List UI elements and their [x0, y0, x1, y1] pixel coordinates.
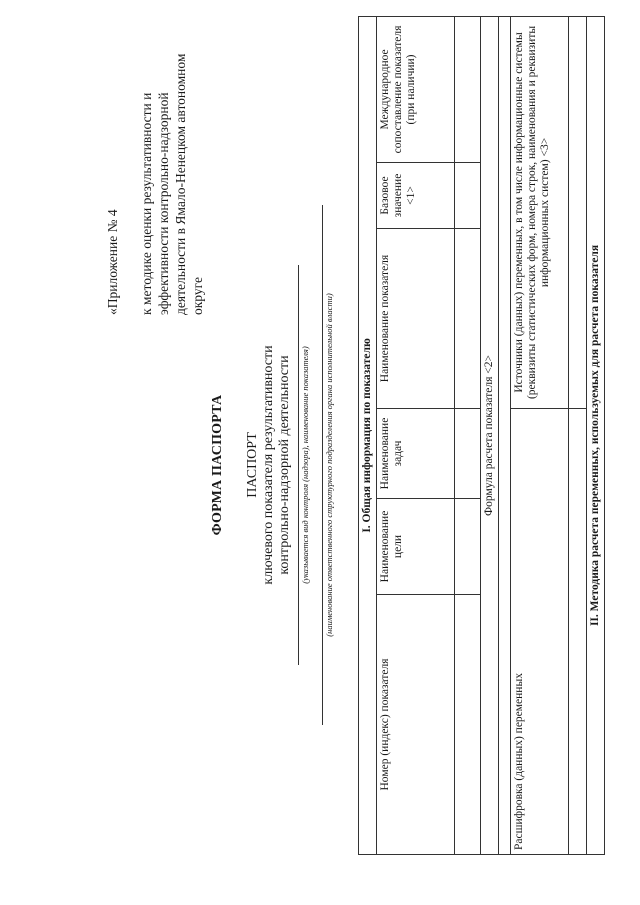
empty-cell: [455, 409, 481, 499]
passport-table: [358, 16, 605, 855]
empty-cell: [455, 163, 481, 229]
passport-heading: ПАСПОРТ: [245, 432, 260, 498]
control-type-line: [298, 265, 299, 665]
empty-cell: [569, 16, 587, 408]
passport-line-2: контрольно-надзорной деятельности: [277, 355, 292, 575]
col-indicator-header: Наименование показателя: [377, 229, 455, 409]
empty-cell: [455, 595, 481, 855]
passport-heading-block: [245, 185, 293, 745]
col-international-header: Международное сопоставление показателя (при наличии): [377, 16, 455, 162]
decoding-header: Расшифровка (данных) переменных: [511, 409, 569, 855]
col-base-value-header: Базовое значение <1>: [377, 163, 455, 229]
appendix-number: «Приложение № 4: [105, 209, 120, 315]
formula-value-row: [499, 16, 511, 854]
unit-name-field: [322, 155, 335, 775]
unit-name-line: [322, 205, 323, 725]
empty-cell: [455, 499, 481, 595]
section-2-title: II. Методика расчета переменных, используемых для расчета показателя: [587, 16, 605, 854]
empty-cell: [455, 229, 481, 409]
unit-name-caption: (наименование ответственного структурного подразделения органа исполнительной власти): [324, 293, 334, 637]
empty-cell: [455, 16, 481, 162]
sources-header: Источники (данных) переменных, в том числе информационные системы (реквизиты статистических форм, номера строк, наименования и реквизиты информационных систем) <3>: [511, 16, 569, 408]
passport-line-1: ключевого показателя результативности: [261, 345, 276, 585]
section-1-title: I. Общая информация по показателю: [359, 16, 377, 854]
form-title: ФОРМА ПАСПОРТА: [210, 394, 225, 536]
empty-cell: [569, 409, 587, 855]
col-tasks-header: Наименование задач: [377, 409, 455, 499]
formula-row: Формула расчета показателя <2>: [481, 16, 499, 854]
appendix-text: к методике оценки результативности и эффективности контрольно-надзорной деятельности в Ямало-Ненецком автономном округе: [139, 53, 205, 315]
control-type-field: [298, 155, 311, 775]
col-goal-header: Наименование цели: [377, 499, 455, 595]
control-type-caption: (указывается вид контроля (надзора), наименование показателя): [300, 346, 310, 584]
col-index-header: Номер (индекс) показателя: [377, 595, 455, 855]
appendix-block: [104, 25, 206, 315]
